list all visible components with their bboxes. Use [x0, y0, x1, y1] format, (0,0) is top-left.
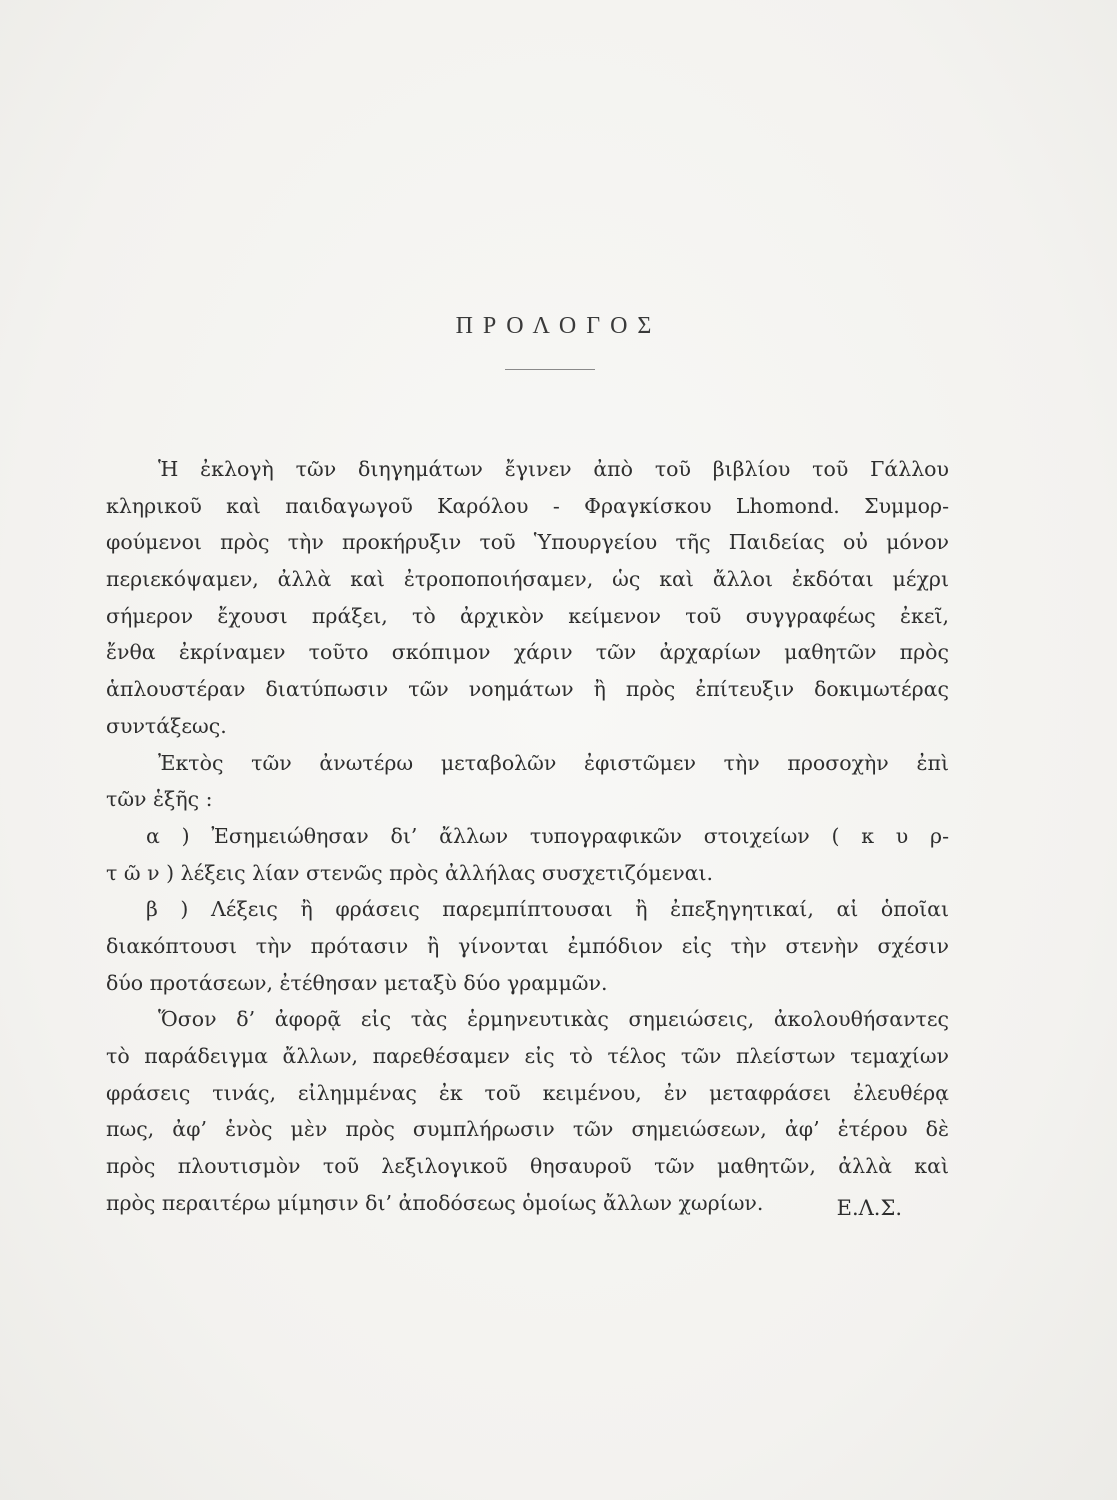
text-line-7: ἁπλουστέραν διατύπωσιν τῶν νοημάτων ἢ πρὸς ἐπίτευξιν δοκιμωτέρας	[106, 677, 949, 702]
text-line-11: α ) Ἐσημειώθησαν δι’ ἄλλων τυπογραφικῶν στοιχείων ( κ υ ρ-	[146, 823, 949, 848]
text-line-20: πρὸς πλουτισμὸν τοῦ λεξιλογικοῦ θησαυροῦ τῶν μαθητῶν, ἀλλὰ καὶ	[106, 1154, 949, 1179]
preface-body	[106, 451, 949, 1221]
text-line-14: διακόπτουσι τὴν πρότασιν ἢ γίνονται ἐμπόδιον εἰς τὴν στενὴν σχέσιν	[106, 933, 949, 958]
text-line-21: πρὸς περαιτέρω μίμησιν δι’ ἀποδόσεως ὁμοίως ἄλλων χωρίων.	[106, 1190, 764, 1215]
text-line-1: Ἡ ἐκλογὴ τῶν διηγημάτων ἔγινεν ἀπὸ τοῦ βιβλίου τοῦ Γάλλου	[158, 457, 949, 481]
text-line-9: Ἐκτὸς τῶν ἀνωτέρω μεταβολῶν ἐφιστῶμεν τὴν προσοχὴν ἐπὶ	[158, 750, 949, 775]
text-line-3: φούμενοι πρὸς τὴν προκήρυξιν τοῦ Ὑπουργείου τῆς Παιδείας οὐ μόνον	[106, 530, 949, 555]
title-underline	[505, 369, 595, 370]
text-line-5: σήμερον ἔχουσι πράξει, τὸ ἀρχικὸν κείμενον τοῦ συγγραφέως ἐκεῖ,	[106, 603, 949, 628]
text-line-12: τ ῶ ν ) λέξεις λίαν στενῶς πρὸς ἀλλήλας συσχετιζόμεναι.	[106, 860, 714, 885]
text-line-15: δύο προτάσεων, ἐτέθησαν μεταξὺ δύο γραμμῶν.	[106, 970, 608, 995]
text-line-8: συντάξεως.	[106, 713, 227, 738]
text-line-17: τὸ παράδειγμα ἄλλων, παρεθέσαμεν εἰς τὸ τέλος τῶν πλείστων τεμαχίων	[106, 1044, 949, 1068]
text-line-6: ἔνθα ἐκρίναμεν τοῦτο σκόπιμον χάριν τῶν ἀρχαρίων μαθητῶν πρὸς	[106, 640, 949, 665]
text-line-10: τῶν ἑξῆς :	[106, 787, 213, 812]
text-line-16: Ὅσον δ’ ἀφορᾷ εἰς τὰς ἑρμηνευτικὰς σημειώσεις, ἀκολουθήσαντες	[158, 1007, 949, 1032]
author-initials: Ε.Λ.Σ.	[836, 1196, 902, 1220]
text-line-19: πως, ἀφ’ ἑνὸς μὲν πρὸς συμπλήρωσιν τῶν σημειώσεων, ἀφ’ ἑτέρου δὲ	[106, 1117, 949, 1142]
page-title: ΠΡΟΛΟΓΟΣ	[455, 313, 662, 339]
text-line-18: φράσεις τινάς, εἰλημμένας ἐκ τοῦ κειμένου, ἐν μεταφράσει ἐλευθέρᾳ	[106, 1080, 949, 1105]
text-line-4: περιεκόψαμεν, ἀλλὰ καὶ ἐτροποποιήσαμεν, ὡς καὶ ἄλλοι ἐκδόται μέχρι	[106, 567, 949, 592]
text-line-2: κληρικοῦ καὶ παιδαγωγοῦ Καρόλου - Φραγκίσκου Lhomond. Συμμορ-	[106, 493, 949, 518]
text-line-13: β ) Λέξεις ἢ φράσεις παρεμπίπτουσαι ἢ ἐπεξηγητικαί, αἱ ὁποῖαι	[146, 897, 949, 922]
